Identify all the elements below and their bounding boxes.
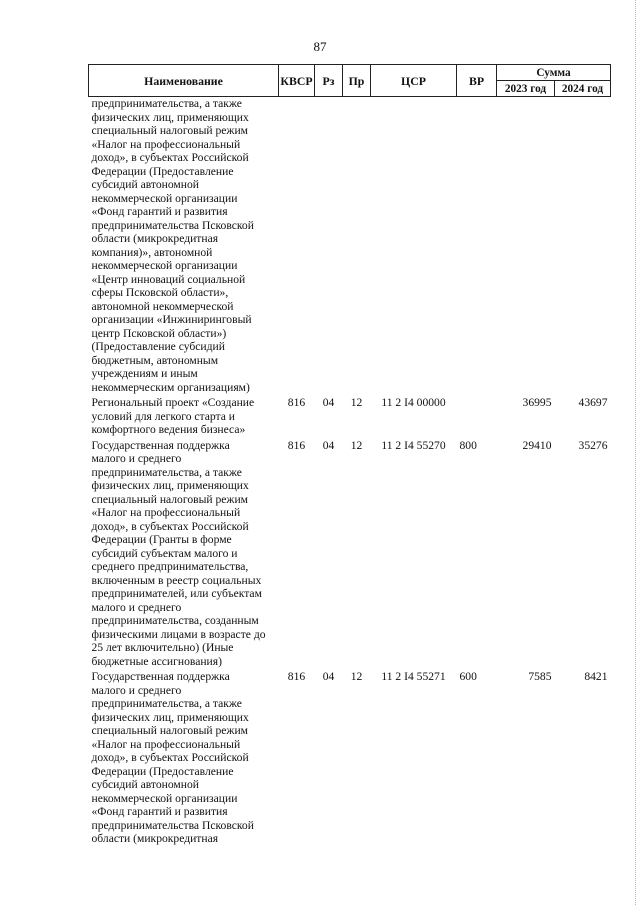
row-name-line: среднего предпринимательства, xyxy=(91,560,249,573)
row-csr-cell: 11 2 I4 55270 xyxy=(381,438,446,452)
row-csr-cell: 11 2 I4 55271 xyxy=(381,670,446,683)
row-2024-cell xyxy=(555,97,611,397)
row-name-line: субсидий автономной xyxy=(91,178,199,191)
row-rz-cell: 04 xyxy=(322,670,335,683)
row-name-line: специальный налоговый режим xyxy=(91,124,248,137)
row-name-line: доход», в субъектах Российской xyxy=(91,151,249,164)
row-pr-cell: 12 xyxy=(350,670,363,683)
table-header xyxy=(89,65,611,97)
row-vr-cell: 600 xyxy=(459,670,477,683)
row-name-line: физических лиц, применяющих xyxy=(91,479,249,492)
table-row xyxy=(89,439,611,671)
row-name-line: предпринимательства Псковской xyxy=(91,818,254,832)
row-name-line: включенным в реестр социальных xyxy=(91,573,262,587)
row-csr-cell xyxy=(371,97,457,397)
header-rz: Рз xyxy=(315,65,343,97)
row-name-cell xyxy=(89,439,279,671)
row-name-line: предпринимательства, а также xyxy=(91,465,242,479)
row-name-line: «Центр инноваций социальной xyxy=(91,272,246,286)
row-kvsr-cell: 816 xyxy=(287,670,306,683)
row-name-line: малого и среднего xyxy=(91,600,182,614)
header-csr: ЦСР xyxy=(371,65,457,97)
row-2023-cell: 36995 xyxy=(522,396,552,409)
row-name-line: «Фонд гарантий и развития xyxy=(91,805,228,818)
row-name-line: малого и среднего xyxy=(91,683,182,697)
row-name-line: «Налог на профессиональный xyxy=(91,137,241,151)
row-name-cell xyxy=(89,97,279,397)
row-2024-cell: 8421 xyxy=(584,670,608,683)
header-name: Наименование xyxy=(89,65,279,97)
row-vr-cell xyxy=(457,396,497,439)
row-kvsr-cell: 816 xyxy=(287,396,306,409)
header-sum: Сумма xyxy=(497,65,611,81)
row-name-cell xyxy=(89,670,279,848)
row-name-line: субсидий автономной xyxy=(91,778,199,791)
row-name-line: учреждениям и иным xyxy=(91,367,198,380)
row-name-line: предпринимателей, или субъектам xyxy=(91,587,262,600)
row-name-line: центр Псковской области») xyxy=(91,326,227,340)
row-vr-cell: 800 xyxy=(459,438,477,452)
row-kvsr-cell: 816 xyxy=(287,438,306,452)
row-name-line: Государственная поддержка xyxy=(91,438,230,452)
row-name-line: области (микрокредитная xyxy=(91,832,219,845)
row-name-line: сферы Псковской области», xyxy=(91,286,229,299)
row-rz-cell xyxy=(315,97,343,397)
row-name-line: «Налог на профессиональный xyxy=(91,506,241,519)
row-name-line: физических лиц, применяющих xyxy=(91,710,249,724)
table-row xyxy=(89,670,611,848)
row-2024-cell: 43697 xyxy=(578,396,608,409)
row-name-line: специальный налоговый режим xyxy=(91,724,248,737)
header-kvsr: КВСР xyxy=(279,65,315,97)
header-year-2023: 2023 год xyxy=(497,81,555,97)
table-body xyxy=(89,97,611,848)
row-name-line: предпринимательства, а также xyxy=(91,97,242,110)
row-2023-cell: 7585 xyxy=(528,670,552,683)
row-name-line: бюджетным, автономным xyxy=(91,353,219,367)
header-vr: ВР xyxy=(457,65,497,97)
row-name-line: предпринимательства, созданным xyxy=(91,614,259,627)
row-name-line: организации «Инжиниринговый xyxy=(91,313,252,326)
row-name-line: субсидий субъектам малого и xyxy=(91,546,238,560)
row-rz-cell: 04 xyxy=(322,396,335,409)
row-rz-cell: 04 xyxy=(322,438,335,452)
row-name-line: физическими лицами в возрасте до xyxy=(91,627,266,641)
row-2023-cell xyxy=(497,97,555,397)
row-name-line: малого и среднего xyxy=(91,452,182,465)
row-name-line: компания)», автономной xyxy=(91,245,213,259)
row-name-line: автономной некоммерческой xyxy=(91,299,234,313)
row-kvsr-cell xyxy=(279,97,315,397)
row-csr-cell: 11 2 I4 00000 xyxy=(381,396,446,409)
row-name-line: специальный налоговый режим xyxy=(91,492,248,506)
row-name-line: некоммерческим организациям) xyxy=(91,380,250,394)
row-name-line: доход», в субъектах Российской xyxy=(91,519,249,533)
header-pr: Пр xyxy=(343,65,371,97)
row-name-line: Региональный проект «Создание xyxy=(91,396,255,409)
header-year-2024: 2024 год xyxy=(555,81,611,97)
row-name-line: области (микрокредитная xyxy=(91,232,219,245)
row-name-line: некоммерческой организации xyxy=(91,259,238,272)
row-name-line: Федерации (Гранты в форме xyxy=(91,533,232,546)
row-name-line: условий для легкого старта и xyxy=(91,409,236,423)
row-name-line: предпринимательства, а также xyxy=(91,697,242,710)
row-pr-cell: 12 xyxy=(350,396,363,409)
row-pr-cell: 12 xyxy=(350,438,363,452)
row-name-line: комфортного ведения бизнеса» xyxy=(91,423,246,436)
row-2023-cell: 29410 xyxy=(522,438,552,452)
row-name-line: физических лиц, применяющих xyxy=(91,110,249,124)
row-name-cell xyxy=(89,396,279,439)
budget-table xyxy=(88,64,611,848)
row-pr-cell xyxy=(343,97,371,397)
row-vr-cell xyxy=(457,97,497,397)
page-number: 87 xyxy=(313,39,327,54)
page-edge-line xyxy=(634,0,636,905)
row-name-line: доход», в субъектах Российской xyxy=(91,751,249,764)
row-name-line: «Налог на профессиональный xyxy=(91,737,241,751)
row-name-line: бюджетные ассигнования) xyxy=(91,654,222,668)
row-name-line: (Предоставление субсидий xyxy=(91,340,225,353)
row-name-line: некоммерческой организации xyxy=(91,191,238,205)
row-name-line: «Фонд гарантий и развития xyxy=(91,205,228,218)
row-name-line: некоммерческой организации xyxy=(91,791,238,805)
table-row xyxy=(89,396,611,439)
table-row xyxy=(89,97,611,397)
row-name-line: Государственная поддержка xyxy=(91,670,230,683)
row-name-line: Федерации (Предоставление xyxy=(91,764,234,778)
row-name-line: Федерации (Предоставление xyxy=(91,164,234,178)
row-2024-cell: 35276 xyxy=(578,438,608,452)
row-name-line: 25 лет включительно) (Иные xyxy=(91,641,234,654)
row-name-line: предпринимательства Псковской xyxy=(91,218,254,232)
